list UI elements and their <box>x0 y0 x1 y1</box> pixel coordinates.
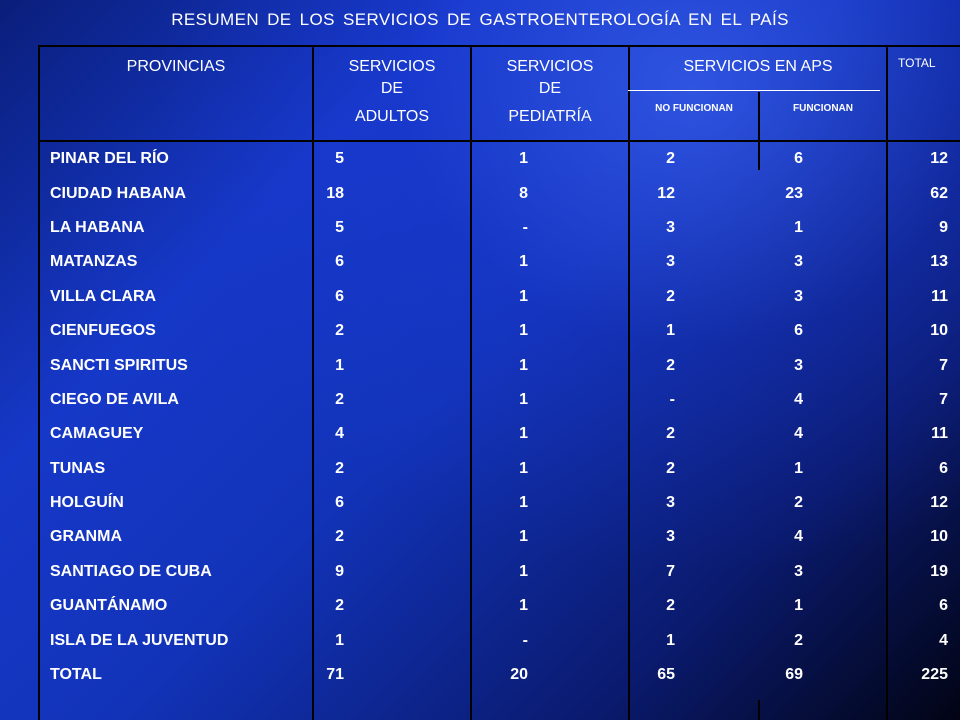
header-adultos-line3: ADULTOS <box>354 108 430 125</box>
header-adultos-line2: DE <box>380 80 404 97</box>
cell-funcionan: 4 <box>794 390 803 408</box>
table-row <box>38 142 960 176</box>
cell-total: 9 <box>939 218 948 236</box>
cell-pediatria: 1 <box>519 390 528 408</box>
cell-total: 6 <box>939 597 948 615</box>
cell-spacer <box>348 348 508 382</box>
cell-total: 7 <box>939 390 948 408</box>
cell-spacer <box>803 245 907 279</box>
cell-spacer <box>803 417 907 451</box>
cell-adultos: 71 <box>326 666 344 684</box>
cell-pediatria: 1 <box>519 562 528 580</box>
header-total: TOTAL <box>898 56 936 70</box>
cell-spacer <box>675 314 783 348</box>
cell-adultos: 6 <box>335 253 344 271</box>
cell-spacer <box>348 383 508 417</box>
cell-funcionan: 2 <box>794 494 803 512</box>
cell-spacer <box>675 280 783 314</box>
cell-provincia: SANCTI SPIRITUS <box>50 356 188 374</box>
cell-adultos: 2 <box>335 597 344 615</box>
cell-funcionan: 4 <box>794 425 803 443</box>
cell-provincia: CIUDAD HABANA <box>50 184 186 202</box>
table-row <box>38 486 960 520</box>
cell-spacer <box>675 383 783 417</box>
cell-spacer <box>348 280 508 314</box>
cell-spacer <box>528 417 655 451</box>
cell-adultos: 2 <box>335 390 344 408</box>
cell-adultos: 18 <box>326 184 344 202</box>
cell-spacer <box>803 383 907 417</box>
cell-pediatria: 1 <box>519 287 528 305</box>
cell-provincia: CIEGO DE AVILA <box>50 390 179 408</box>
cell-spacer <box>348 314 508 348</box>
cell-spacer <box>675 245 783 279</box>
cell-spacer <box>803 211 907 245</box>
cell-total: 12 <box>930 494 948 512</box>
data-table <box>38 142 960 692</box>
cell-funcionan: 69 <box>785 666 803 684</box>
cell-total: 225 <box>921 666 948 684</box>
cell-spacer <box>675 211 783 245</box>
table-row <box>38 280 960 314</box>
cell-funcionan: 23 <box>785 184 803 202</box>
header-aps: SERVICIOS EN APS <box>683 58 833 75</box>
cell-provincia: GRANMA <box>50 528 122 546</box>
cell-spacer <box>675 623 783 657</box>
page-title: RESUMEN DE LOS SERVICIOS DE GASTROENTEROLOGÍA EN EL PAÍS <box>171 10 789 29</box>
table-row <box>38 452 960 486</box>
table-total-row <box>38 658 960 692</box>
cell-spacer <box>348 142 508 176</box>
cell-spacer <box>348 623 508 657</box>
header-adultos-line1: SERVICIOS <box>348 58 436 75</box>
cell-no-funcionan: 3 <box>666 494 675 512</box>
cell-spacer <box>528 520 655 554</box>
cell-spacer <box>803 486 907 520</box>
cell-pediatria: 1 <box>519 253 528 271</box>
cell-provincia: GUANTÁNAMO <box>50 597 168 615</box>
cell-no-funcionan: 2 <box>666 597 675 615</box>
cell-spacer <box>803 520 907 554</box>
cell-spacer <box>348 658 508 692</box>
header-funcionan: FUNCIONAN <box>793 103 853 114</box>
cell-pediatria: 1 <box>519 597 528 615</box>
header-pediatria-line3: PEDIATRÍA <box>508 108 592 125</box>
cell-adultos: 5 <box>335 150 344 168</box>
aps-subheader-divider <box>628 90 880 91</box>
cell-spacer <box>803 348 907 382</box>
cell-adultos: 5 <box>335 218 344 236</box>
cell-no-funcionan: 2 <box>666 425 675 443</box>
cell-funcionan: 3 <box>794 562 803 580</box>
cell-spacer <box>675 589 783 623</box>
cell-spacer <box>348 417 508 451</box>
cell-spacer <box>528 142 655 176</box>
table-row <box>38 245 960 279</box>
header-pediatria-line1: SERVICIOS <box>506 58 594 75</box>
table-row <box>38 417 960 451</box>
cell-funcionan: 3 <box>794 287 803 305</box>
cell-spacer <box>528 486 655 520</box>
cell-spacer <box>803 658 907 692</box>
cell-spacer <box>528 211 655 245</box>
cell-spacer <box>528 176 655 210</box>
table-row <box>38 589 960 623</box>
cell-total: 7 <box>939 356 948 374</box>
cell-spacer <box>675 520 783 554</box>
cell-total: 11 <box>931 287 948 305</box>
table-row <box>38 383 960 417</box>
cell-total: 4 <box>939 631 948 649</box>
cell-spacer <box>528 383 655 417</box>
column-divider <box>758 700 760 720</box>
cell-adultos: 6 <box>335 494 344 512</box>
table-row <box>38 555 960 589</box>
cell-provincia: ISLA DE LA JUVENTUD <box>50 631 229 649</box>
cell-no-funcionan: 7 <box>666 562 675 580</box>
cell-pediatria: 1 <box>519 459 528 477</box>
cell-funcionan: 1 <box>794 218 803 236</box>
cell-funcionan: 6 <box>794 150 803 168</box>
table-row <box>38 520 960 554</box>
cell-pediatria: 20 <box>510 666 528 684</box>
cell-pediatria: 1 <box>519 322 528 340</box>
cell-total: 6 <box>939 459 948 477</box>
header-pediatria <box>472 56 628 128</box>
cell-funcionan: 2 <box>794 631 803 649</box>
cell-no-funcionan: 2 <box>666 287 675 305</box>
table-row <box>38 314 960 348</box>
cell-spacer <box>675 555 783 589</box>
table-row <box>38 211 960 245</box>
cell-funcionan: 4 <box>794 528 803 546</box>
cell-provincia: TUNAS <box>50 459 106 477</box>
cell-spacer <box>348 452 508 486</box>
cell-spacer <box>803 280 907 314</box>
cell-spacer <box>675 486 783 520</box>
cell-adultos: 2 <box>335 459 344 477</box>
cell-spacer <box>675 348 783 382</box>
cell-spacer <box>528 452 655 486</box>
cell-adultos: 6 <box>335 287 344 305</box>
cell-spacer <box>348 176 508 210</box>
cell-funcionan: 1 <box>794 459 803 477</box>
cell-spacer <box>348 520 508 554</box>
cell-no-funcionan: 3 <box>666 253 675 271</box>
cell-no-funcionan: 2 <box>666 356 675 374</box>
cell-no-funcionan: 65 <box>657 666 675 684</box>
cell-spacer <box>348 211 508 245</box>
cell-spacer <box>528 314 655 348</box>
cell-adultos: 2 <box>335 528 344 546</box>
cell-pediatria: - <box>522 218 528 236</box>
cell-total: 12 <box>930 150 948 168</box>
cell-adultos: 4 <box>335 425 344 443</box>
cell-total: 10 <box>930 528 948 546</box>
cell-no-funcionan: 12 <box>657 184 675 202</box>
cell-adultos: 9 <box>335 562 344 580</box>
header-pediatria-line2: DE <box>538 80 562 97</box>
cell-spacer <box>675 417 783 451</box>
cell-spacer <box>348 245 508 279</box>
cell-pediatria: 1 <box>519 150 528 168</box>
cell-no-funcionan: 1 <box>666 322 675 340</box>
cell-spacer <box>803 623 907 657</box>
cell-pediatria: 1 <box>519 494 528 512</box>
cell-spacer <box>803 555 907 589</box>
cell-funcionan: 3 <box>794 253 803 271</box>
header-adultos <box>314 56 470 128</box>
cell-spacer <box>348 589 508 623</box>
cell-provincia: CAMAGUEY <box>50 425 144 443</box>
cell-spacer <box>348 486 508 520</box>
cell-provincia: LA HABANA <box>50 218 145 236</box>
cell-spacer <box>528 555 655 589</box>
cell-spacer <box>803 314 907 348</box>
cell-no-funcionan: 3 <box>666 218 675 236</box>
cell-spacer <box>528 348 655 382</box>
cell-provincia: VILLA CLARA <box>50 287 157 305</box>
aps-subheader-column-divider <box>758 92 760 140</box>
cell-spacer <box>675 452 783 486</box>
cell-provincia: HOLGUÍN <box>50 494 124 512</box>
cell-total: 62 <box>930 184 948 202</box>
cell-no-funcionan: 2 <box>666 150 675 168</box>
cell-pediatria: - <box>522 631 528 649</box>
cell-funcionan: 6 <box>794 322 803 340</box>
cell-funcionan: 3 <box>794 356 803 374</box>
cell-total: 11 <box>931 425 948 443</box>
table-row <box>38 348 960 382</box>
cell-spacer <box>675 658 783 692</box>
cell-spacer <box>803 452 907 486</box>
cell-spacer <box>803 176 907 210</box>
cell-provincia: TOTAL <box>50 666 102 684</box>
cell-no-funcionan: 1 <box>666 631 675 649</box>
header-no-funcionan: NO FUNCIONAN <box>655 103 733 114</box>
cell-spacer <box>675 142 783 176</box>
cell-pediatria: 1 <box>519 425 528 443</box>
cell-adultos: 2 <box>335 322 344 340</box>
cell-spacer <box>675 176 783 210</box>
cell-total: 10 <box>930 322 948 340</box>
cell-spacer <box>803 142 907 176</box>
cell-no-funcionan: - <box>669 390 675 408</box>
cell-no-funcionan: 3 <box>666 528 675 546</box>
cell-provincia: PINAR DEL RÍO <box>50 150 169 168</box>
cell-spacer <box>528 280 655 314</box>
cell-spacer <box>528 658 655 692</box>
header-provincias: PROVINCIAS <box>126 58 226 75</box>
cell-adultos: 1 <box>335 631 344 649</box>
table-row <box>38 176 960 210</box>
cell-no-funcionan: 2 <box>666 459 675 477</box>
cell-pediatria: 1 <box>519 356 528 374</box>
cell-total: 19 <box>930 562 948 580</box>
cell-provincia: SANTIAGO DE CUBA <box>50 562 212 580</box>
cell-provincia: MATANZAS <box>50 253 138 271</box>
cell-spacer <box>803 589 907 623</box>
table-row <box>38 623 960 657</box>
cell-total: 13 <box>930 253 948 271</box>
cell-pediatria: 1 <box>519 528 528 546</box>
cell-spacer <box>348 555 508 589</box>
cell-spacer <box>528 623 655 657</box>
cell-adultos: 1 <box>335 356 344 374</box>
cell-spacer <box>528 589 655 623</box>
cell-spacer <box>528 245 655 279</box>
cell-provincia: CIENFUEGOS <box>50 322 156 340</box>
cell-funcionan: 1 <box>794 597 803 615</box>
cell-pediatria: 8 <box>519 184 528 202</box>
